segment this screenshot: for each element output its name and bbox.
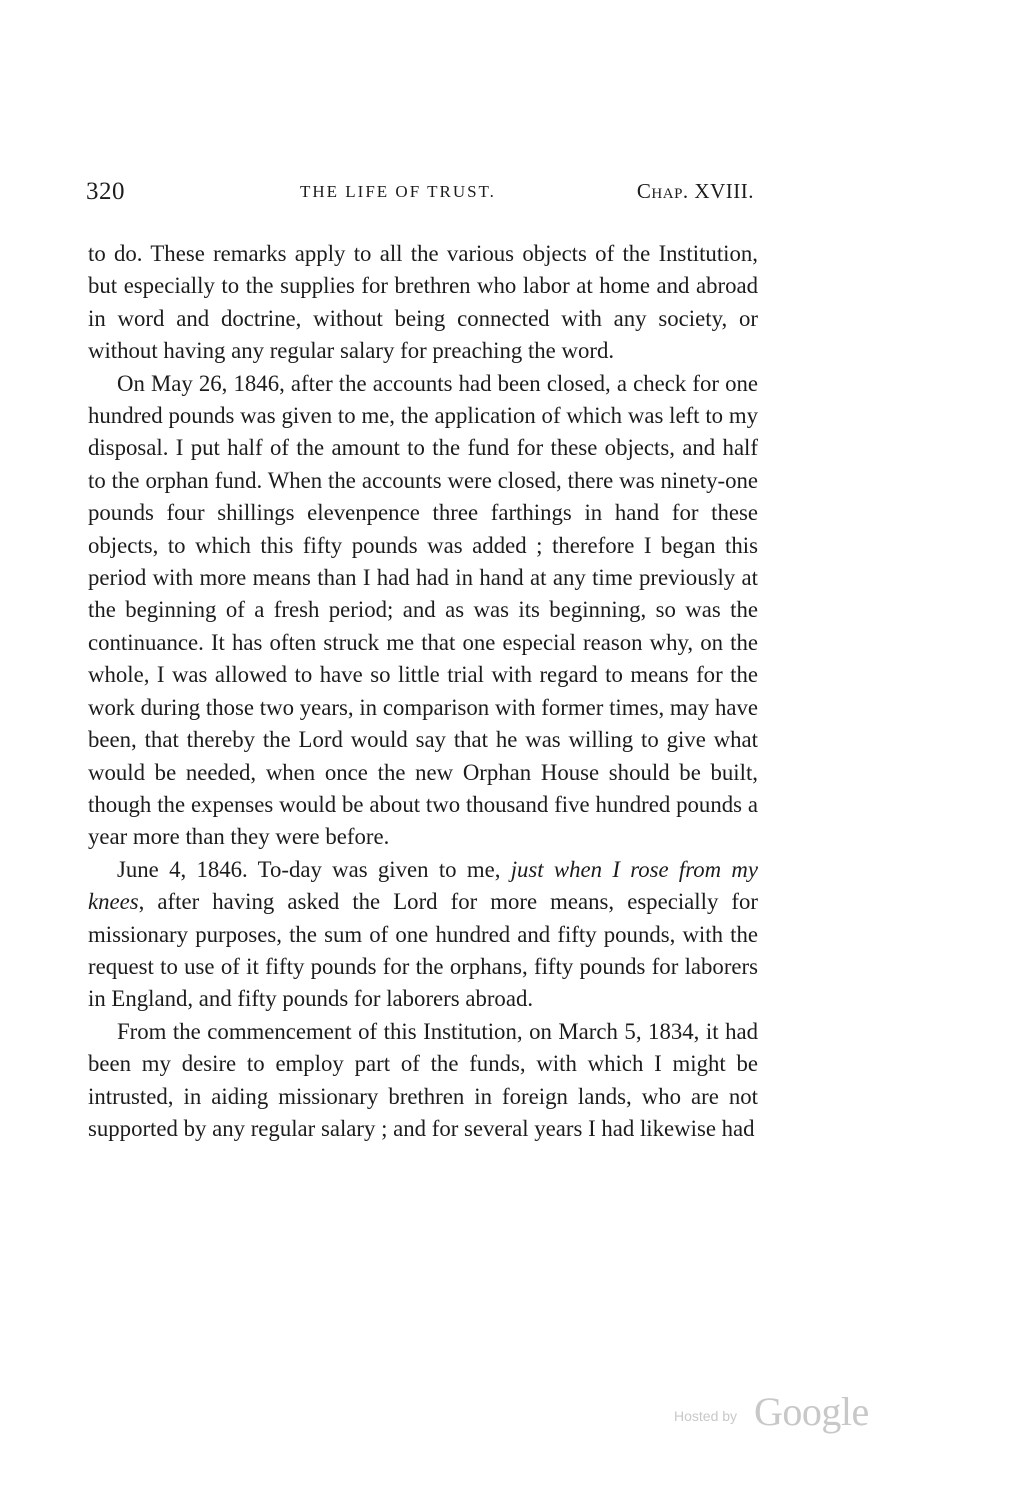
body-text xyxy=(88,238,758,1145)
paragraph-june-4-italic: just when I rose from my knees xyxy=(88,856,758,915)
hosted-by-google-watermark xyxy=(674,1388,884,1436)
paragraph-commencement: From the commencement of this Institution, on March 5, 1834, it had been my desire to employ part of the funds, with which I might be intrusted, in aiding missionary brethren in foreign lands, who are not supported by any regular salary ; and for several years I had likewise had xyxy=(88,1018,758,1141)
paragraph-may-26: On May 26, 1846, after the accounts had been closed, a check for one hundred pounds was given to me, the application of which was left to my disposal. I put half of the amount to the fund for these objects, and half to the orphan fund. When the accounts were closed, there was ninety-one pounds four shillings elevenpence three farthings in hand for these objects, to which this fifty pounds was added ; therefore I began this period with more means than I had had in hand at any time previously at the beginning of a fresh period; and as was its beginning, so was the continuance. It has often struck me that one especial reason why, on the whole, I was allowed to have so little trial with regard to means for the work during those two years, in comparison with former times, may have been, that thereby the Lord would say that he was willing to give what would be needed, when once the new Orphan House should be built, though the expenses would be about two thousand five hundred pounds a year more than they were before. xyxy=(88,370,758,850)
hosted-by-label: Hosted by xyxy=(674,1408,738,1424)
paragraph-continuation: to do. These remarks apply to all the various objects of the Institution, but especially to the supplies for brethren who labor at home and abroad in word and doctrine, without being connected with any society, or without having any regular salary for preaching the word. xyxy=(88,241,758,364)
page-header xyxy=(86,178,754,218)
chapter-label: Chap. XVIII. xyxy=(636,179,754,203)
paragraph-june-4-part1: June 4, 1846. To-day was given to me, xyxy=(117,856,511,882)
paragraph-june-4-part2: , after having asked the Lord for more means, especially for missionary purposes, the sum of one hundred and fifty pounds, with the request to use of it fifty pounds for the orphans, fifty pounds for laborers in England, and fifty pounds for laborers abroad. xyxy=(88,889,758,1012)
running-title: THE LIFE OF TRUST. xyxy=(300,182,496,201)
page-number: 320 xyxy=(86,178,125,205)
google-logo: Google xyxy=(754,1389,869,1434)
paragraph-june-4 xyxy=(88,854,758,1016)
